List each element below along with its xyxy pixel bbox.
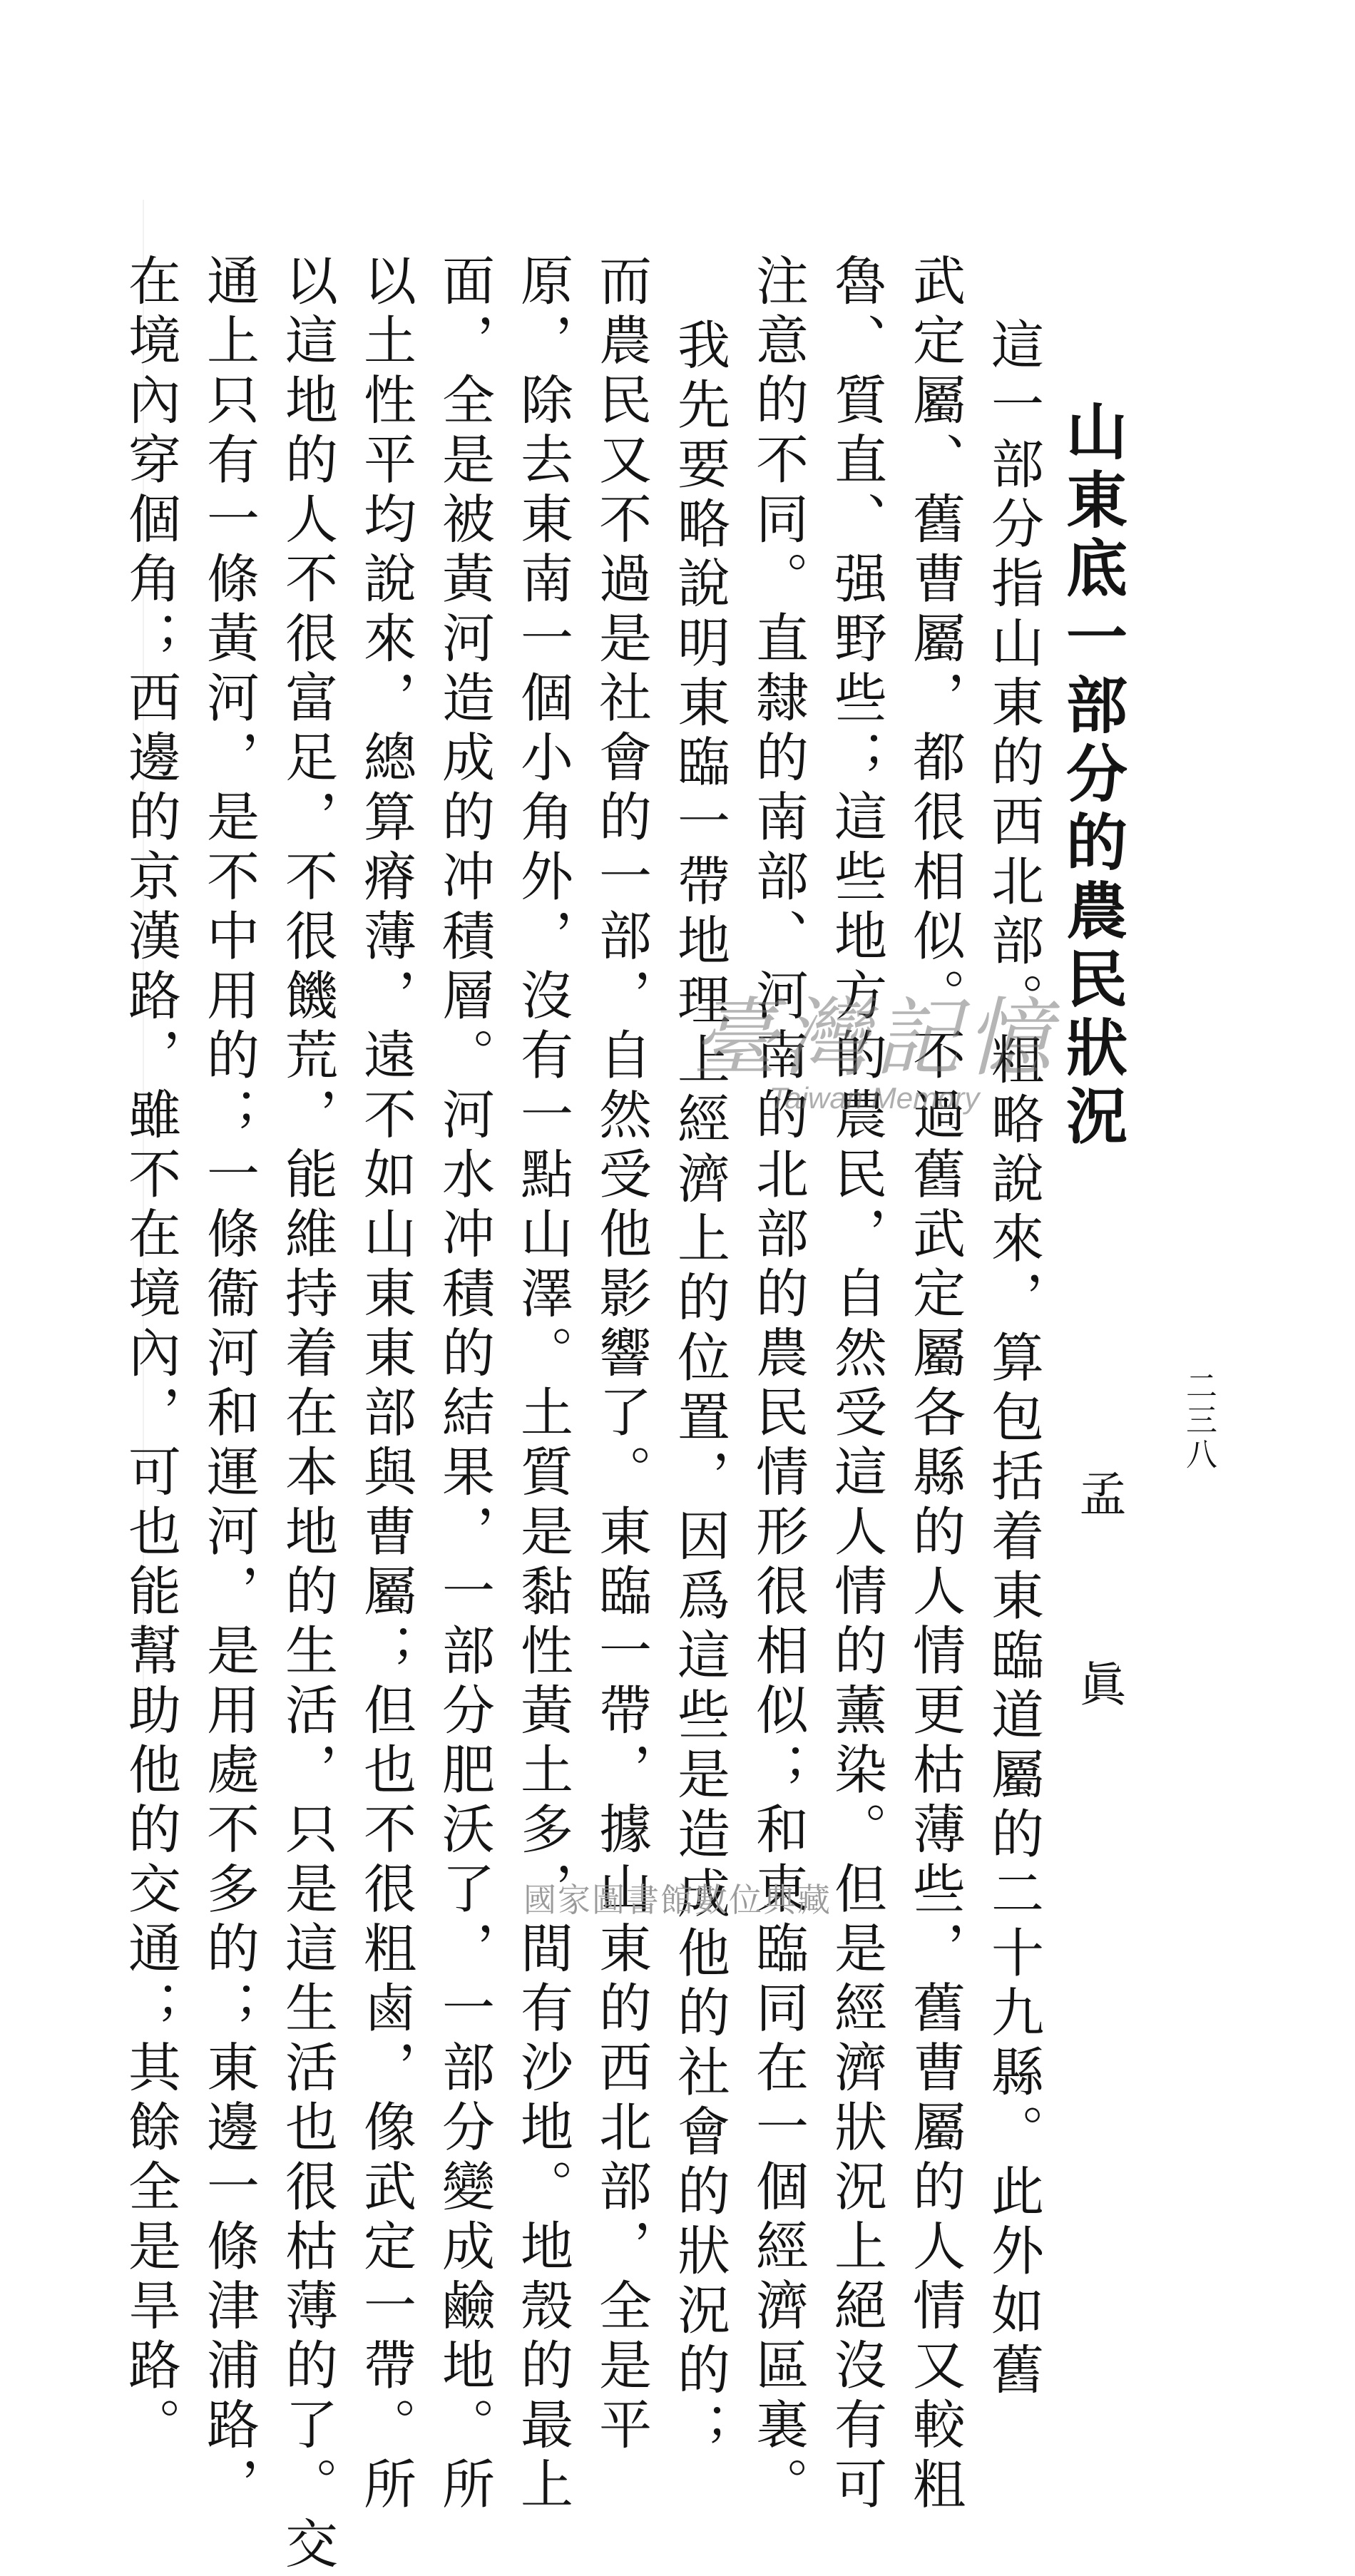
article-title: 山東底一部分的農民狀況 xyxy=(1055,399,1128,1152)
text-column-11: 通上只有一條黃河，是不中用的；一條衞河和運河，是用處不多的；東邊一條津浦路， xyxy=(198,253,260,2516)
text-column-12: 在境內穿個角；西邊的京漢路，雖不在境內，可也能幫助他的交通；其餘全是旱路。 xyxy=(120,253,181,2457)
text-column-7: 原，除去東南一個小角外，沒有一點山澤。土質是黏性黃土多，間有沙地。地殼的最上 xyxy=(512,253,573,2516)
text-column-6: 而農民又不過是社會的一部，自然受他影響了。東臨一帶，據山東的西北部，全是平 xyxy=(590,253,652,2457)
text-column-9: 以土性平均說來，總算瘠薄，遠不如山東東部與曹屬；但也不很粗鹵，像武定一帶。所 xyxy=(355,253,416,2516)
footer-credit: 國家圖書館數位典藏 xyxy=(523,1881,832,1919)
text-column-5: 我先要略說明東臨一帶地理上經濟上的位置，因爲這些是造成他的社會的狀況的； xyxy=(669,317,730,2461)
author-name: 孟 眞 xyxy=(1071,1469,1126,1771)
text-column-10: 以這地的人不很富足，不很饑荒，能維持着在本地的生活，只是這生活也很枯薄的了。交 xyxy=(277,253,338,2576)
text-column-3: 魯、質直、强野些；這些地方的農民，自然受這人情的薰染。但是經濟狀況上絕沒有可 xyxy=(826,253,887,2516)
text-column-4: 注意的不同。直隸的南部、河南的北部的農民情形很相似；和東臨同在一個經濟區裏。 xyxy=(747,253,809,2516)
text-column-8: 面，全是被黃河造成的冲積層。河水冲積的結果，一部分肥沃了，一部分變成鹼地。所 xyxy=(434,253,495,2516)
watermark-chinese: 臺灣記憶 xyxy=(692,989,1057,1088)
watermark-english: Taiwan Memory xyxy=(769,1081,980,1115)
text-column-2: 武定屬、舊曹屬，都很相似。不過舊武定屬各縣的人情更枯薄些，舊曹屬的人情又較粗 xyxy=(904,253,966,2516)
page-number: 二三八 xyxy=(1180,1369,1217,1472)
text-column-1: 這一部分指山東的西北部。粗略說來，算包括着東臨道屬的二十九縣。此外如舊 xyxy=(983,317,1044,2402)
